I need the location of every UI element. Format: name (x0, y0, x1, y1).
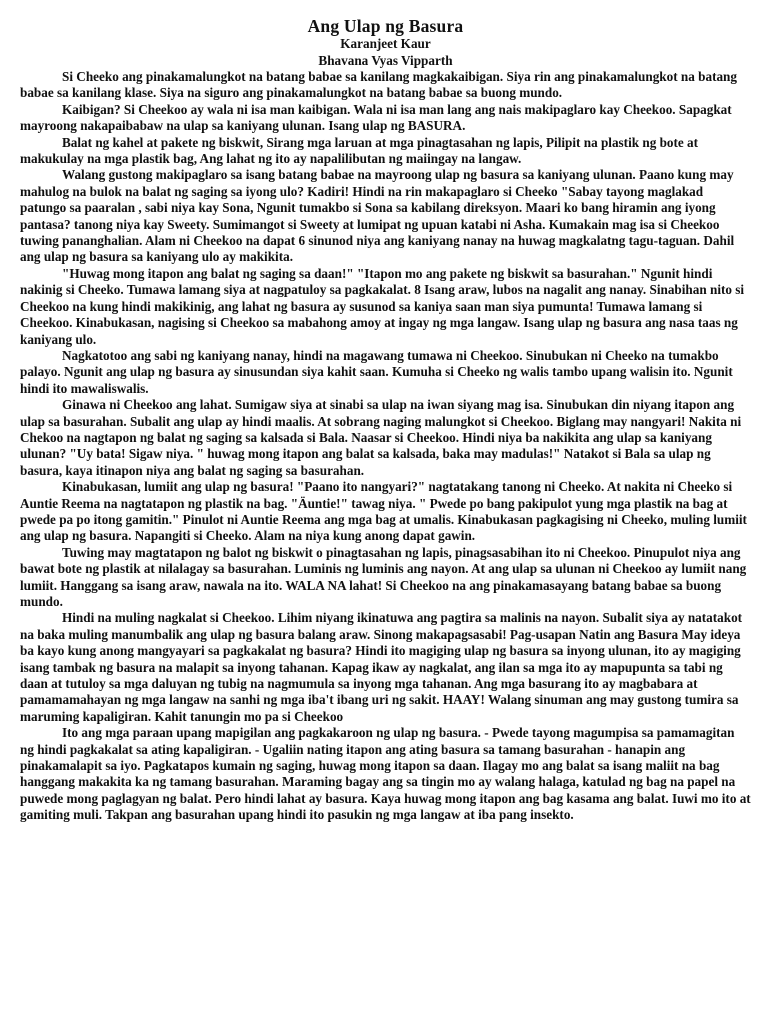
document-body (20, 69, 751, 824)
author-name: Karanjeet Kaur (340, 36, 431, 51)
paragraph: Walang gustong makipaglaro sa isang batang babae na mayroong ulap ng basura sa kaniyang ulunan. Paano kung may mahulog na bulok na balat ng saging sa iyong ulo? Kadiri! Hindi na rin makapaglaro si Cheeko "Sabay tayong maglakad patungo sa paaralan , sabi niya kay Sona, Ngunit tumakbo si Sona sa kabilang direksyon. Maari ko bang hiramin ang iyong pantasa? tanong niya kay Sweety. Sumimangot si Sweety at lumipat ng upuan katabi ni Asha. Kumakain mag isa si Cheekoo tuwing pananghalian. Alam ni Cheekoo na dapat 6 sinunod niya ang kaniyang nanay na huwag magkalatng tagu-taguan. Dahil ang ulap ng basura sa kaniyang ulo ay makikita. (20, 167, 735, 265)
paragraph: Balat ng kahel at pakete ng biskwit, Sirang mga laruan at mga pinagtasahan ng lapis, Pilipit na plastik ng bote at makukulay na mga plastik bag, Ang lahat ng ito ay napalilibutan ng maiingay na langaw. (20, 134, 699, 167)
paragraph: Hindi na muling nagkalat si Cheekoo. Lihim niyang ikinatuwa ang pagtira sa malinis na nayon. Subalit siya ay natatakot na baka muling manumbalik ang ulap ng basura balang araw. Sinong makapagsasabi! Pag-usapan Natin ang Basura May ideya ba kayo kung anong mangyayari sa pagkakalat ng basura? Hindi ito magiging ulap ng basura sa inyong ulunan, ito ay magiging isang tambak ng basura na malapit sa inyong tahanan. Kapag ikaw ay nagkalat, ang ilan sa mga ito ay mapupunta sa tabi ng daan at tutuloy sa mga daluyan ng tubig na nagmumula sa inyong mga tahanan. Ang mga basurang ito ay magbabara at pamamamahayan ng mga langaw na sanhi ng mga iba't ibang uri ng sakit. HAAY! Walang sinuman ang may gustong tumira sa maruming kapaligiran. Kahit tanungin mo pa si Cheekoo (20, 610, 743, 724)
document-title: Ang Ulap ng Basura (307, 16, 464, 36)
paragraph: Si Cheeko ang pinakamalungkot na batang babae sa kanilang magkakaibigan. Siya rin ang pinakamalungkot na batang babae sa kanilang klase. Siya na siguro ang pinakamalungkot na batang babae sa buong mundo. (20, 69, 737, 101)
paragraph: Kaibigan? Si Cheekoo ay wala ni isa man kaibigan. Wala ni isa man lang ang nais makipaglaro kay Cheekoo. Sapagkat mayroong nakapaibabaw na ulap sa kaniyang ulunan. Isang ulap ng BASURA. (20, 101, 732, 134)
paragraph: Kinabukasan, lumiit ang ulap ng basura! "Paano ito nangyari?" nagtatakang tanong ni Cheeko. At nakita ni Cheeko si Auntie Reema na nagtatapon ng plastik na bag. "Äuntie!" tawag niya. " Pwede po bang pakipulot yung mga plastik na bag at pwede pa po itong gamitin." Pinulot ni Auntie Reema ang mga bag at umalis. Kinabukasan pagkagising ni Cheeko, muling lumiit ang ulap ng basura. Napangiti si Cheeko. Alam na niya kung anong dapat gawin. (20, 479, 747, 544)
author-name: Bhavana Vyas Vipparth (318, 52, 453, 68)
document-page (20, 16, 751, 824)
paragraph: Nagkatotoo ang sabi ng kaniyang nanay, hindi na magawang tumawa ni Cheekoo. Sinubukan ni Cheeko na tumakbo palayo. Ngunit ang ulap ng basura ay sinusundan siya kahit saan. Kumuha si Cheeko ng walis tambo upang walisin ito. Ngunit hindi ito mawaliswalis. (20, 347, 733, 396)
paragraph: Ginawa ni Cheekoo ang lahat. Sumigaw siya at sinabi sa ulap na iwan siyang mag isa. Sinubukan din niyang itapon ang ulap sa basurahan. Subalit ang ulap ay hindi maalis. At sobrang naging malungkot si Cheekoo. Biglang may nangyari! Nakita ni Chekoo na nagtapon ng balat ng saging sa kalsada si Bala. Naasar si Cheekoo. Hindi niya ba nakikita ang ulap sa kaniyang ulunan? "Uy bata! Sigaw niya. " huwag mong itapon ang balat sa kalsada, baka may madulas!" Natakot si Bala sa ulap ng basura, kaya itinapon niya ang balat ng saging sa basurahan. (20, 397, 742, 478)
paragraph: Tuwing may magtatapon ng balot ng biskwit o pinagtasahan ng lapis, pinagsasabihan ito ni Cheekoo. Pinupulot niya ang bawat bote ng plastik at nilalagay sa basurahan. Luminis ng luminis ang nayon. At ang ulap sa ulunan ni Cheekoo ay lumiit nang lumiit. Hanggang sa isang araw, nawala na ito. WALA NA lahat! Si Cheekoo na ang pinakamasayang batang babae sa buong mundo. (20, 544, 747, 609)
paragraph: "Huwag mong itapon ang balat ng saging sa daan!" "Itapon mo ang pakete ng biskwit sa basurahan." Ngunit hindi nakinig si Cheeko. Tumawa lamang siya at nagpatuloy sa pagkakalat. 8 Isang araw, lubos na nagalit ang nanay. Sinabihan nito si Cheekoo na kung hindi makikinig, ang lahat ng basura ay susunod sa kaniya saan man siya pumunta! Tumawa lamang si Cheekoo. Kinabukasan, nagising si Cheekoo sa mabahong amoy at ingay ng mga langaw. Isang ulap ng basura ang nasa taas ng kaniyang ulo. (20, 265, 745, 347)
paragraph: Ito ang mga paraan upang mapigilan ang pagkakaroon ng ulap ng basura. - Pwede tayong magumpisa sa pamamagitan ng hindi pagkakalat sa ating kapaligiran. - Ugaliin nating itapon ang ating basura sa tamang basurahan - hanapin ang pinakamalapit sa iyo. Pagkatapos kumain ng saging, huwag mong itapon sa daan. Ilagay mo ang balat sa isang maliit na bag hanggang makakita ka ng tamang basurahan. Maraming bagay ang sa tingin mo ay walang halaga, katulad ng bag na papel na puwede mong paglagyan ng balat. Pero hindi lahat ay basura. Kaya huwag mong itapon ang bag kasama ang balat. Iuwi mo ito at gamiting muli. Takpan ang basurahan upang hindi ito pasukin ng mga langaw at iba pang insekto. (20, 725, 751, 823)
